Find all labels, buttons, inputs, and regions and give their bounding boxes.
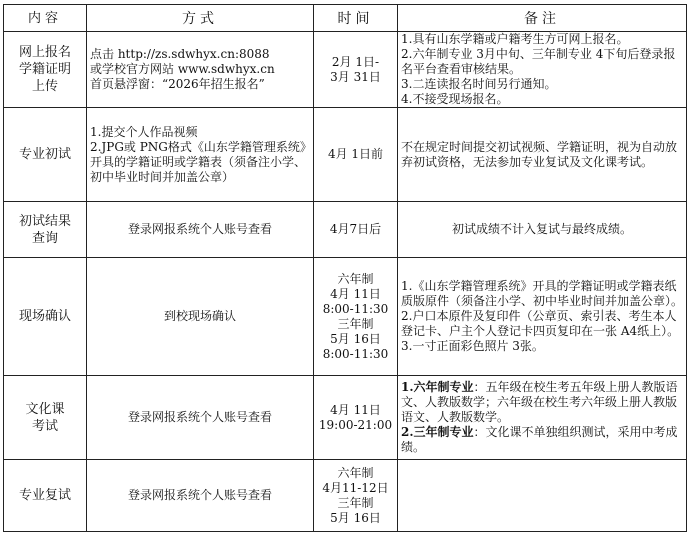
row-note: 不在规定时间提交初试视频、学籍证明，视为自动放弃初试资格，无法参加专业复试及文化课考试。: [398, 108, 687, 202]
header-content: 内容: [4, 5, 87, 32]
row-method: 1.提交个人作品视频 2.JPG或 PNG格式《山东学籍管理系统》开具的学籍证明或学籍表（须备注小学、初中毕业时间并加盖公章）: [87, 108, 314, 202]
header-method: 方式: [87, 5, 314, 32]
table-row: [4, 108, 687, 202]
header-note: 备注: [398, 5, 687, 32]
table-header-row: [4, 5, 687, 32]
row-time: 2月 1日- 3月 31日: [314, 32, 398, 108]
row-time: 4月 1日前: [314, 108, 398, 202]
row-note: 初试成绩不计入复试与最终成绩。: [398, 202, 687, 258]
row-time: 4月 11日 19:00-21:00: [314, 376, 398, 460]
note-part: 1.六年制专业：五年级在校生考五年级上册人教版语文、人教版数学；六年级在校生考六年级上册人教版语文、人教版数学。: [401, 380, 678, 424]
row-item: 现场确认: [4, 258, 87, 376]
note-part: 2.三年制专业：文化课不单独组织测试，采用中考成绩。: [401, 425, 678, 454]
row-note: [398, 376, 687, 460]
row-time: 六年制 4月 11日 8:00-11:30 三年制 5月 16日 8:00-11:30: [314, 258, 398, 376]
row-method: 点击 http://zs.sdwhyx.cn:8088 或学校官方网站 www.sdwhyx.cn 首页悬浮窗：“2026年招生报名”: [87, 32, 314, 108]
row-time: 4月7日后: [314, 202, 398, 258]
admission-schedule-table: [3, 4, 687, 532]
table-row: [4, 258, 687, 376]
row-method: 登录网报系统个人账号查看: [87, 376, 314, 460]
row-item: 文化课 考试: [4, 376, 87, 460]
row-item: 初试结果 查询: [4, 202, 87, 258]
row-item: 专业复试: [4, 460, 87, 532]
row-time: 六年制 4月11-12日 三年制 5月 16日: [314, 460, 398, 532]
row-method: 登录网报系统个人账号查看: [87, 460, 314, 532]
row-item: 网上报名 学籍证明 上传: [4, 32, 87, 108]
row-note: [398, 460, 687, 532]
table-row: [4, 460, 687, 532]
table-row: [4, 32, 687, 108]
row-note: 1.具有山东学籍或户籍考生方可网上报名。 2.六年制专业 3月中旬、三年制专业 4下旬后登录报名平台查看审核结果。 3.二连读报名时间另行通知。 4.不接受现场报名。: [398, 32, 687, 108]
table-row: [4, 202, 687, 258]
row-method: 到校现场确认: [87, 258, 314, 376]
table-row: [4, 376, 687, 460]
row-item: 专业初试: [4, 108, 87, 202]
row-note: 1.《山东学籍管理系统》开具的学籍证明或学籍表纸质版原件（须备注小学、初中毕业时间并加盖公章）。 2.户口本原件及复印件（公章页、索引表、考生本人登记卡、户主个人登记卡四页复印在一张 A4纸上）。 3.一寸正面彩色照片 3张。: [398, 258, 687, 376]
row-method: 登录网报系统个人账号查看: [87, 202, 314, 258]
header-time: 时间: [314, 5, 398, 32]
